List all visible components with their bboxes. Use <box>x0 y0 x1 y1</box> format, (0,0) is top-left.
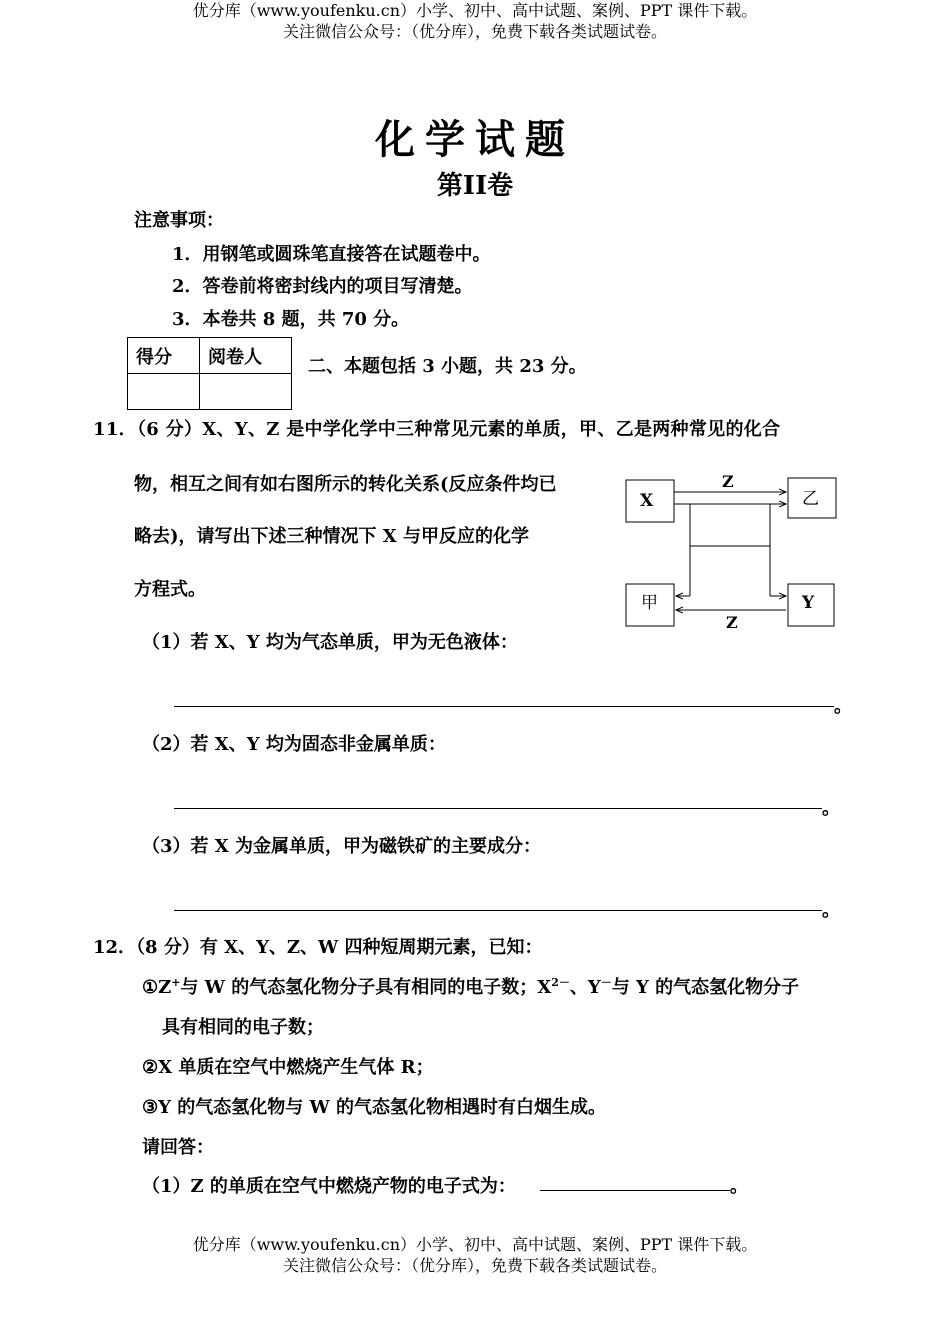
q11-part1-answer-line[interactable] <box>174 706 834 707</box>
page-header-line1: 优分库（www.youfenku.cn）小学、初中、高中试题、案例、PPT 课件下载。 <box>192 1 758 20</box>
q11-stem-line2: 物，相互之间有如右图所示的转化关系(反应条件均已 <box>134 474 557 495</box>
q11-stem-line4: 方程式。 <box>134 579 206 600</box>
q11-part3: （3）若 X 为金属单质，甲为磁铁矿的主要成分： <box>142 836 542 857</box>
notice-item-2: 2．答卷前将密封线内的项目写清楚。 <box>172 276 473 297</box>
page-footer-line1: 优分库（www.youfenku.cn）小学、初中、高中试题、案例、PPT 课件下载。 <box>192 1235 758 1254</box>
q11-stem-line3: 略去)，请写出下述三种情况下 X 与甲反应的化学 <box>134 526 530 547</box>
q12-part1-end: 。 <box>730 1176 748 1197</box>
label-yi: 乙 <box>802 489 819 509</box>
label-z-top: Z <box>722 472 734 491</box>
page-subtitle: 第II卷 <box>436 171 514 201</box>
q11-part1-end: 。 <box>834 696 852 717</box>
q12-c1-part-a: ①Z <box>142 977 172 998</box>
q12-condition-3: ③Y 的气态氢化物与 W 的气态氢化物相遇时有白烟生成。 <box>142 1097 606 1118</box>
notice-heading: 注意事项： <box>134 210 224 231</box>
q11-part2-answer-line[interactable] <box>174 808 822 809</box>
label-y: Y <box>802 593 815 613</box>
q12-c1-part-d: 与 Y 的气态氢化物分子 <box>611 977 800 998</box>
q11-part3-end: 。 <box>822 900 840 921</box>
q12-stem: 12．（8 分）有 X、Y、Z、W 四种短周期元素，已知： <box>93 937 543 958</box>
q12-c1-sup-a: + <box>171 976 181 989</box>
notice-item-1: 1．用钢笔或圆珠笔直接答在试题卷中。 <box>172 244 491 265</box>
page-header-line2: 关注微信公众号：（优分库），免费下载各类试题试卷。 <box>282 22 667 41</box>
q11-part1: （1）若 X、Y 均为气态单质，甲为无色液体： <box>142 632 518 653</box>
q12-c1-part-c: 、Y <box>569 977 601 998</box>
q11-part3-answer-line[interactable] <box>174 910 822 911</box>
q12-ask: 请回答： <box>142 1137 214 1158</box>
label-jia: 甲 <box>641 593 658 613</box>
score-table <box>127 337 292 410</box>
conversion-diagram <box>620 468 850 638</box>
q12-c1-sup-c: － <box>600 976 612 989</box>
q12-part1: （1）Z 的单质在空气中燃烧产物的电子式为： <box>142 1176 516 1197</box>
q12-condition-1 <box>142 973 799 999</box>
q12-condition-1-cont: 具有相同的电子数； <box>162 1017 324 1038</box>
section-heading: 二、本题包括 3 小题，共 23 分。 <box>308 356 587 377</box>
label-z-bottom: Z <box>726 613 738 632</box>
page-footer-line2: 关注微信公众号：（优分库），免费下载各类试题试卷。 <box>282 1256 667 1275</box>
label-x: X <box>640 491 654 511</box>
score-cell[interactable] <box>128 374 200 410</box>
q12-c1-sup-b: 2－ <box>551 976 570 989</box>
q11-part2-end: 。 <box>822 798 840 819</box>
q11-part2: （2）若 X、Y 均为固态非金属单质： <box>142 734 446 755</box>
q12-condition-2: ②X 单质在空气中燃烧产生气体 R； <box>142 1057 434 1078</box>
grader-header: 阅卷人 <box>200 338 292 374</box>
score-header: 得分 <box>128 338 200 374</box>
q11-stem-line1: 11．（6 分）X、Y、Z 是中学化学中三种常见元素的单质，甲、乙是两种常见的化合 <box>93 419 781 440</box>
grader-cell[interactable] <box>200 374 292 410</box>
q12-part1-answer-line[interactable] <box>540 1190 730 1191</box>
q12-c1-part-b: 与 W 的气态氢化物分子具有相同的电子数；X <box>180 977 552 998</box>
notice-item-3: 3．本卷共 8 题，共 70 分。 <box>172 309 410 330</box>
page-title: 化学试题 <box>375 116 575 163</box>
